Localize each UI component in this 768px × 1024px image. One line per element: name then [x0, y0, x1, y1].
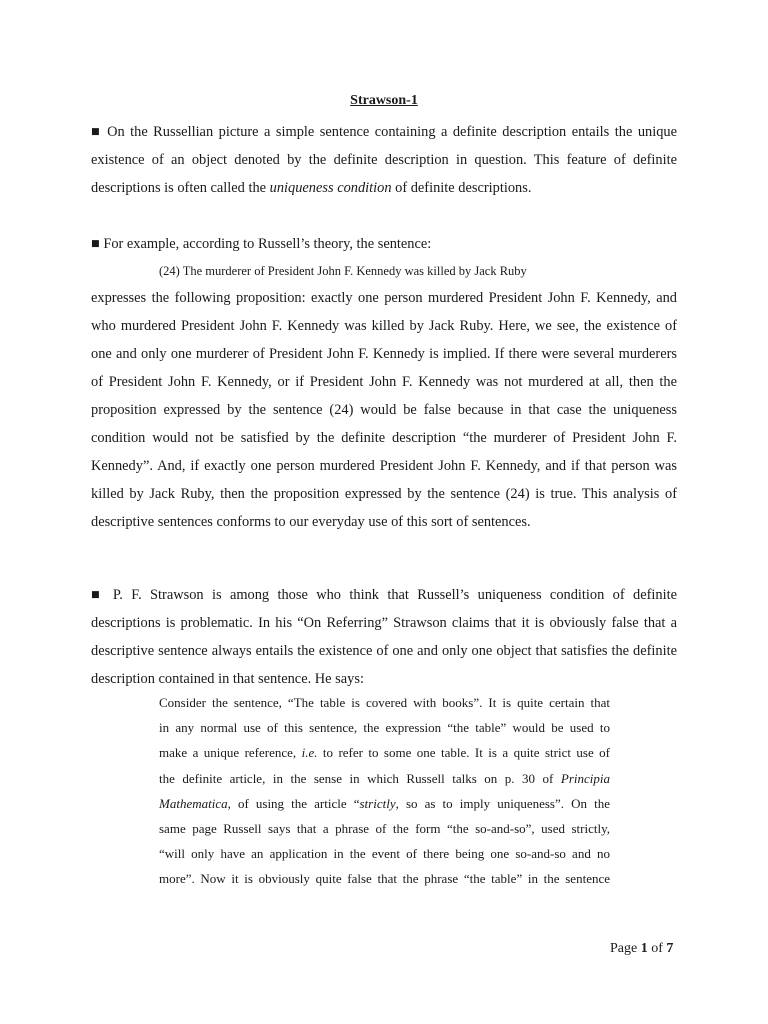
- quote-text: make a unique reference,: [159, 745, 302, 761]
- page-label: Page: [610, 941, 638, 956]
- quote-italic: strictly: [359, 795, 396, 811]
- paragraph-text: On the Russellian picture a simple sentence containing a definite description entails the unique existence of an object denoted by the definite description in question. This feature of definite descriptions is often called the: [91, 124, 677, 196]
- quote-text: , of using the article “: [227, 795, 360, 811]
- block-quote: [159, 690, 610, 892]
- quote-line: more”. Now it is obviously quite false that the phrase “the table” in the sentence: [159, 871, 610, 887]
- quote-text: to refer to some one table. It is a quite strict use of: [317, 745, 610, 761]
- quote-line: same page Russell says that a phrase of the form “the so-and-so”, used strictly,: [159, 821, 610, 837]
- quote-line: in any normal use of this sentence, the expression “the table” would be used to: [159, 720, 610, 736]
- of-label: of: [651, 941, 663, 956]
- paragraph-strawson: [91, 581, 677, 693]
- quote-italic: Principia: [560, 770, 610, 786]
- total-pages: 7: [666, 941, 674, 956]
- paragraph-text: of definite descriptions.: [391, 180, 532, 196]
- current-page: 1: [640, 941, 648, 956]
- example-sentence-24: (24) The murderer of President John F. Kennedy was killed by Jack Ruby: [159, 264, 527, 278]
- document-title: Strawson-1: [350, 93, 418, 108]
- paragraph-text: For example, according to Russell’s theory, the sentence:: [103, 236, 432, 252]
- bullet-marker: ■: [91, 236, 100, 252]
- quote-text: , so as to imply uniqueness”. On the: [395, 795, 610, 811]
- quote-line: Consider the sentence, “The table is covered with books”. It is quite certain that: [159, 695, 610, 710]
- quote-italic: Mathematica: [159, 795, 228, 811]
- quote-text: the definite article, in the sense in which Russell talks on p. 30 of: [159, 770, 561, 786]
- quote-line: [159, 740, 610, 765]
- quote-line: [159, 766, 610, 791]
- bullet-marker: ■: [91, 124, 102, 140]
- quote-line: “will only have an application in the event of there being one so-and-so and no: [159, 846, 610, 862]
- quote-italic: i.e.: [301, 745, 318, 761]
- paragraph-proposition: expresses the following proposition: exactly one person murdered President John F. Kennedy, and who murdered President John F. Kennedy was killed by Jack Ruby. Here, we see, the existence of one and only one murderer of President John F. Kennedy is implied. If there were several murderers of President John F. Kennedy, or if President John F. Kennedy was not murdered at all, then the proposition expressed by the sentence (24) would be false because in that case the uniqueness condition would not be satisfied by the definite description “the murderer of President John F. Kennedy”. And, if exactly one person murdered President John F. Kennedy, and if that person was killed by Jack Ruby, then the proposition expressed by the sentence (24) is true. This analysis of descriptive sentences conforms to our everyday use of this sort of sentences.: [91, 290, 677, 530]
- bullet-marker: ■: [91, 587, 105, 603]
- italic-term: uniqueness condition: [269, 180, 392, 196]
- paragraph-uniqueness-intro: [91, 118, 677, 202]
- paragraph-text: P. F. Strawson is among those who think that Russell’s uniqueness condition of definite descriptions is problematic. In his “On Referring” Strawson claims that it is obviously false that a descriptive sentence always entails the existence of one and only one object that satisfies the definite description contained in that sentence. He says:: [91, 587, 677, 687]
- quote-line: [159, 791, 610, 816]
- page-number: [610, 941, 673, 957]
- paragraph-example-intro: [91, 230, 677, 258]
